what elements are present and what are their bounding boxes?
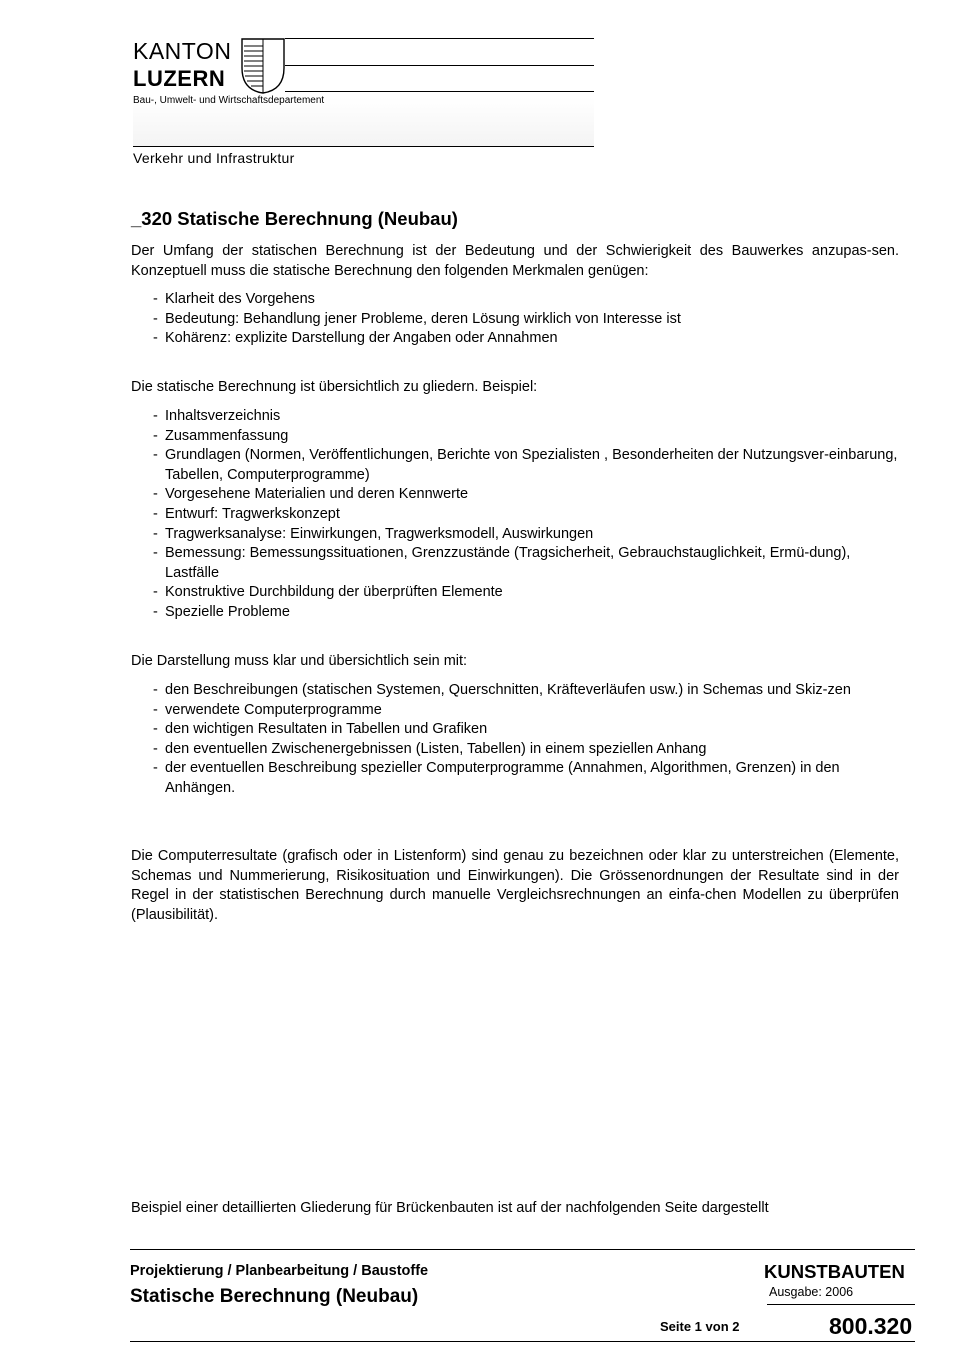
presentation-list <box>153 681 898 799</box>
list-item: - Bedeutung: Behandlung jener Probleme, deren Lösung wirklich von Interesse ist <box>153 310 898 330</box>
list-item: - Zusammenfassung <box>153 427 898 447</box>
logo-luzern-text: LUZERN <box>133 66 226 91</box>
list-item: - Klarheit des Vorgehens <box>153 290 898 310</box>
list-item: - den wichtigen Resultaten in Tabellen und Grafiken <box>153 720 898 740</box>
list-item: - Entwurf: Tragwerkskonzept <box>153 505 898 525</box>
structure-list <box>153 407 898 623</box>
header-rule-3 <box>285 91 594 92</box>
list-item: - Konstruktive Durchbildung der überprüften Elemente <box>153 583 898 603</box>
list-item: - Spezielle Probleme <box>153 603 898 623</box>
results-paragraph: Die Computerresultate (grafisch oder in Listenform) sind genau zu bezeichnen oder klar zu unterstreichen (Elemente, Schemas und Nummerierung, Risikosituation und Einwirkungen). Die Grössenordnungen der Resultate sind in der Regel in der statistischen Berechnung durch manuelle Vergleichsrechnungen an einfa-chen Modellen zu überprüfen (Plausibilität). <box>131 848 899 923</box>
category-label: KUNSTBAUTEN <box>764 1261 905 1282</box>
footer-rule-right <box>767 1304 915 1305</box>
page-number: Seite 1 von 2 <box>660 1319 740 1334</box>
list-item: - den eventuellen Zwischenergebnissen (Listen, Tabellen) in einem speziellen Anhang <box>153 740 898 760</box>
list-item: - der eventuellen Beschreibung spezieller Computerprogramme (Annahmen, Algorithmen, Grenzen) in den Anhängen. <box>153 759 898 798</box>
page-title: _320 Statische Berechnung (Neubau) <box>131 208 458 229</box>
header-rule-4 <box>133 146 594 147</box>
list-item: - den Beschreibungen (statischen Systemen, Querschnitten, Kräfteverläufen usw.) in Schemas und Skiz-zen <box>153 681 898 701</box>
header-rule-1 <box>285 38 594 39</box>
list-item: - Vorgesehene Materialien und deren Kennwerte <box>153 485 898 505</box>
list-item: - Bemessung: Bemessungssituationen, Grenzzustände (Tragsicherheit, Gebrauchstauglichkeit, Ermü-dung), Lastfälle <box>153 544 898 583</box>
logo-subline: Bau-, Umwelt- und Wirtschaftsdepartement <box>133 95 325 106</box>
footer-rule-top <box>130 1249 915 1250</box>
edition-label: Ausgabe: 2006 <box>769 1285 854 1299</box>
intro-paragraph: Der Umfang der statischen Berechnung ist der Bedeutung und der Schwierigkeit des Bauwerkes anzupas-sen. Konzeptuell muss die statische Berechnung den folgenden Merkmalen genügen: <box>131 243 899 279</box>
document-number: 800.320 <box>829 1313 913 1339</box>
list-item: - Grundlagen (Normen, Veröffentlichungen, Berichte von Spezialisten , Besonderheiten der Nutzungsver-einbarung, Tabellen, Computerprogramme) <box>153 446 898 485</box>
list-item: - verwendete Computerprogramme <box>153 701 898 721</box>
list-item: - Kohärenz: explizite Darstellung der Angaben oder Annahmen <box>153 329 898 349</box>
note-paragraph: Beispiel einer detaillierten Gliederung für Brückenbauten ist auf der nachfolgenden Seite dargestellt <box>131 1200 769 1216</box>
criteria-list <box>153 290 898 349</box>
footer-subtitle: Projektierung / Planbearbeitung / Baustoffe <box>130 1263 429 1279</box>
list-item: - Inhaltsverzeichnis <box>153 407 898 427</box>
header-rule-2 <box>285 65 594 66</box>
structure-paragraph: Die statische Berechnung ist übersichtlich zu gliedern. Beispiel: <box>131 379 538 395</box>
footer-rule-bottom <box>130 1341 915 1342</box>
logo-kanton-text: KANTON <box>133 38 232 64</box>
list-item: - Tragwerksanalyse: Einwirkungen, Tragwerksmodell, Auswirkungen <box>153 525 898 545</box>
department-label: Verkehr und Infrastruktur <box>133 150 295 166</box>
presentation-paragraph: Die Darstellung muss klar und übersichtlich sein mit: <box>131 653 468 669</box>
coat-of-arms-icon <box>241 38 285 94</box>
footer-title: Statische Berechnung (Neubau) <box>130 1286 419 1307</box>
